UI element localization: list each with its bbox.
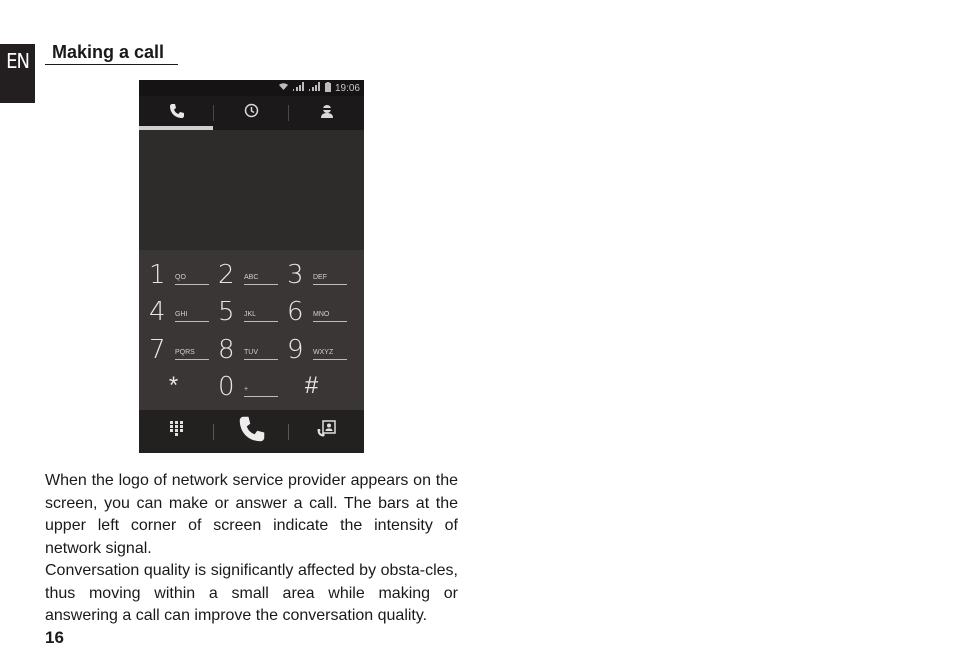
signal-icon bbox=[309, 82, 321, 94]
key-digit: 9 bbox=[287, 334, 304, 365]
key-digit: 6 bbox=[287, 297, 304, 327]
dialpad-key-star[interactable] bbox=[149, 369, 218, 407]
tab-contacts[interactable] bbox=[289, 96, 364, 130]
call-icon bbox=[238, 415, 266, 448]
key-digit: 0 bbox=[218, 372, 235, 402]
tab-dialer[interactable] bbox=[139, 96, 214, 130]
key-digit: 2 bbox=[218, 259, 235, 290]
dialpad-key-5[interactable] bbox=[218, 294, 287, 332]
phone-icon bbox=[169, 103, 185, 124]
dialpad-key-3[interactable] bbox=[287, 256, 356, 294]
dialpad-key-2[interactable] bbox=[218, 256, 287, 294]
key-letters: WXYZ bbox=[313, 349, 347, 360]
dialpad-key-1[interactable] bbox=[149, 256, 218, 294]
paragraph: Conversation quality is significantly affected by obsta-cles, thus moving within a small area while making or answering a call can improve the conversation quality. bbox=[45, 562, 458, 624]
key-digit: 1 bbox=[149, 259, 166, 290]
paragraph: When the logo of network service provider appears on the screen, you can make or answer a call. The bars at the upper left corner of screen indicate the intensity of network signal. bbox=[45, 472, 458, 557]
body-text bbox=[45, 470, 458, 628]
key-letters: ABC bbox=[244, 274, 278, 285]
section-title: Making a call bbox=[45, 42, 178, 65]
status-bar bbox=[139, 80, 364, 96]
key-letters: MNO bbox=[313, 311, 347, 322]
dialpad-key-9[interactable] bbox=[287, 331, 356, 369]
dialpad-grid-icon bbox=[170, 421, 184, 442]
key-letters: JKL bbox=[244, 311, 278, 322]
signal-icon bbox=[293, 82, 305, 94]
key-digit: 7 bbox=[149, 334, 166, 365]
key-digit: * bbox=[168, 372, 179, 399]
clock-icon bbox=[244, 103, 259, 123]
dialpad-key-hash[interactable] bbox=[287, 369, 356, 407]
dialpad-key-7[interactable] bbox=[149, 331, 218, 369]
contacts-button[interactable] bbox=[289, 410, 364, 453]
dialpad-toggle-button[interactable] bbox=[139, 410, 214, 453]
call-button[interactable] bbox=[214, 410, 289, 453]
contact-icon bbox=[319, 103, 335, 124]
status-time: 19:06 bbox=[334, 82, 360, 94]
key-letters: GHI bbox=[175, 311, 209, 322]
key-digit: 8 bbox=[218, 334, 235, 365]
tabs-bar bbox=[139, 96, 364, 130]
dialpad-key-0[interactable] bbox=[218, 369, 287, 407]
page-number: 16 bbox=[45, 628, 64, 647]
key-letters: TUV bbox=[244, 349, 278, 360]
language-tab: EN bbox=[0, 44, 35, 103]
wifi-icon bbox=[278, 82, 289, 94]
key-letters: DEF bbox=[313, 274, 347, 285]
key-letters: PQRS bbox=[175, 349, 209, 360]
key-digit: 4 bbox=[149, 297, 166, 327]
key-digit: 5 bbox=[218, 297, 235, 327]
phone-screenshot bbox=[139, 80, 364, 453]
contacts-card-icon bbox=[317, 420, 337, 443]
key-digit: 3 bbox=[287, 259, 304, 290]
key-digit: # bbox=[304, 372, 319, 399]
dialpad-key-6[interactable] bbox=[287, 294, 356, 332]
dialpad-key-4[interactable] bbox=[149, 294, 218, 332]
key-letters: + bbox=[244, 386, 278, 397]
dialpad bbox=[139, 250, 364, 410]
key-letters: QO bbox=[175, 274, 209, 285]
dialer-action-bar bbox=[139, 410, 364, 453]
tab-recent[interactable] bbox=[214, 96, 289, 130]
dialpad-key-8[interactable] bbox=[218, 331, 287, 369]
number-display-area bbox=[139, 130, 364, 250]
battery-icon bbox=[325, 82, 331, 95]
